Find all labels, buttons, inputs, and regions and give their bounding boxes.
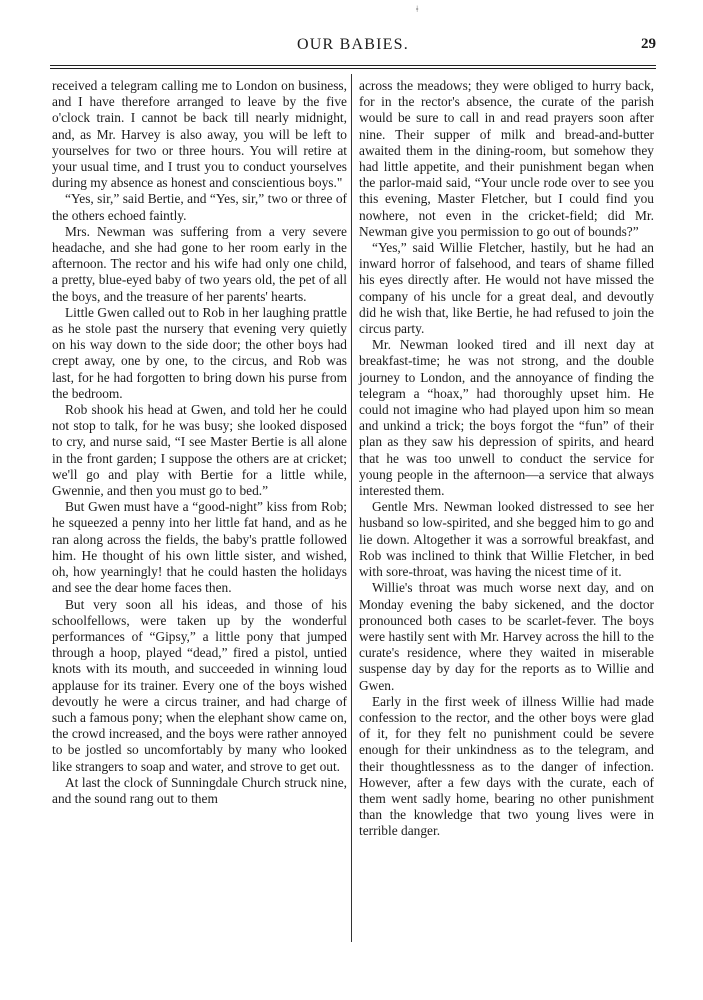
paragraph: Early in the first week of illness Willie had made confession to the rector, and the other boys were glad of it, for they felt no punishment could be severe enough for their unkindness as to the telegram, and their thoughtlessness as to the danger of infection. However, after a few days with the curate, each of them went sadly home, bearing no other punishment than the knowledge that two young lives were in terrible danger. bbox=[359, 693, 654, 839]
paragraph: received a telegram calling me to London on business, and I have therefore arranged to leave by the five o'clock train. I cannot be back till nearly midnight, and, as Mr. Harvey is also away, you will be left to yourselves for two or three hours. You will retire at your usual time, and I trust you to conduct yourselves during my absence as honest and conscientious boys." bbox=[52, 78, 347, 191]
paragraph: Mr. Newman looked tired and ill next day at breakfast-time; he was not strong, and the double journey to London, and the annoyance of finding the telegram a “hoax,” had thoroughly upset him. He could not imagine who had played upon him so mean and unkind a trick; the boys forgot the “fun” of their plan as they saw his depression of spirits, and heard that he was too unwell to conduct the service for young people in the afternoon—a service that always interested them. bbox=[359, 337, 654, 499]
running-title: OUR BABIES. bbox=[297, 36, 409, 53]
paragraph: But very soon all his ideas, and those of his schoolfellows, were taken up by the wonderful performances of “Gipsy,” a little pony that jumped through a hoop, played “dead,” fired a pistol, untied knots with its mouth, and succeeded in winning loud applause for its trainer. Every one of the boys wished devoutly he were a circus trainer, and had charge of such a famous pony; when the elephant show came on, the crowd increased, and the boys were rather annoyed to be jostled so uncomfortably by many who looked like strangers to soap and water, and strove to get out. bbox=[52, 596, 347, 774]
paragraph: But Gwen must have a “good-night” kiss from Rob; he squeezed a penny into her little fat hand, and as he ran along across the fields, the baby's prattle followed him. He thought of his own little sister, and wished, oh, how yearningly! that he could hasten the holidays and see the dear home faces then. bbox=[52, 499, 347, 596]
column-divider bbox=[351, 74, 352, 942]
paragraph: “Yes,” said Willie Fletcher, hastily, but he had an inward horror of falsehood, and tears of shame filled his eyes directly after. He would not have missed the company of his uncle for a great deal, and devoutly did he wish that, like Bertie, he had refused to join the circus party. bbox=[359, 240, 654, 337]
right-column bbox=[359, 78, 654, 840]
header-rule-top bbox=[50, 65, 656, 66]
paragraph: At last the clock of Sunningdale Church struck nine, and the sound rang out to them bbox=[52, 774, 347, 806]
paragraph: Gentle Mrs. Newman looked distressed to see her husband so low-spirited, and she begged him to go and lie down. Altogether it was a sorrowful breakfast, and Rob was inclined to think that Willie Fletcher, in bed with sore-throat, was having the nicest time of it. bbox=[359, 499, 654, 580]
header-rule-bottom bbox=[50, 68, 656, 69]
paragraph: “Yes, sir,” said Bertie, and “Yes, sir,” two or three of the others echoed faintly. bbox=[52, 191, 347, 223]
paragraph: Rob shook his head at Gwen, and told her he could not stop to talk, for he was busy; she looked disposed to cry, and nurse said, “I see Master Bertie is all alone in the front garden; I suppose the others are at cricket; we'll go and play with Bertie for a little while, Gwennie, and then you must go to bed.” bbox=[52, 402, 347, 499]
left-column bbox=[52, 78, 347, 807]
paragraph: Willie's throat was much worse next day, and on Monday evening the baby sickened, and the doctor pronounced both cases to be scarlet-fever. The boys were hastily sent with Mr. Harvey across the hill to the curate's residence, where they waited in miserable suspense day by day for the reports as to Willie and Gwen. bbox=[359, 580, 654, 693]
page-number: 29 bbox=[641, 36, 656, 52]
printer-mark: ǂ bbox=[416, 4, 419, 14]
paragraph: Little Gwen called out to Rob in her laughing prattle as he stole past the nursery that evening very quietly on his way down to the side door; the other boys had crept away, one by one, to the circus, and Rob was last, for he had forgotten to bring down his purse from the bedroom. bbox=[52, 304, 347, 401]
running-head bbox=[50, 36, 656, 58]
paragraph: Mrs. Newman was suffering from a very severe headache, and she had gone to her room early in the afternoon. The rector and his wife had only one child, a pretty, blue-eyed baby of two years old, the pet of all the boys, and the treasure of her parents' hearts. bbox=[52, 223, 347, 304]
paragraph: across the meadows; they were obliged to hurry back, for in the rector's absence, the curate of the parish would be sure to call in and read prayers soon after nine. Their supper of milk and bread-and-butter awaited them in the dining-room, but somehow they had little appetite, and their punishment began when the parlor-maid said, “Your uncle rode over to see you this evening, Master Fletcher, but I could find you nowhere, not even in the cricket-field; did Mr. Newman give you permission to go out of bounds?” bbox=[359, 78, 654, 239]
